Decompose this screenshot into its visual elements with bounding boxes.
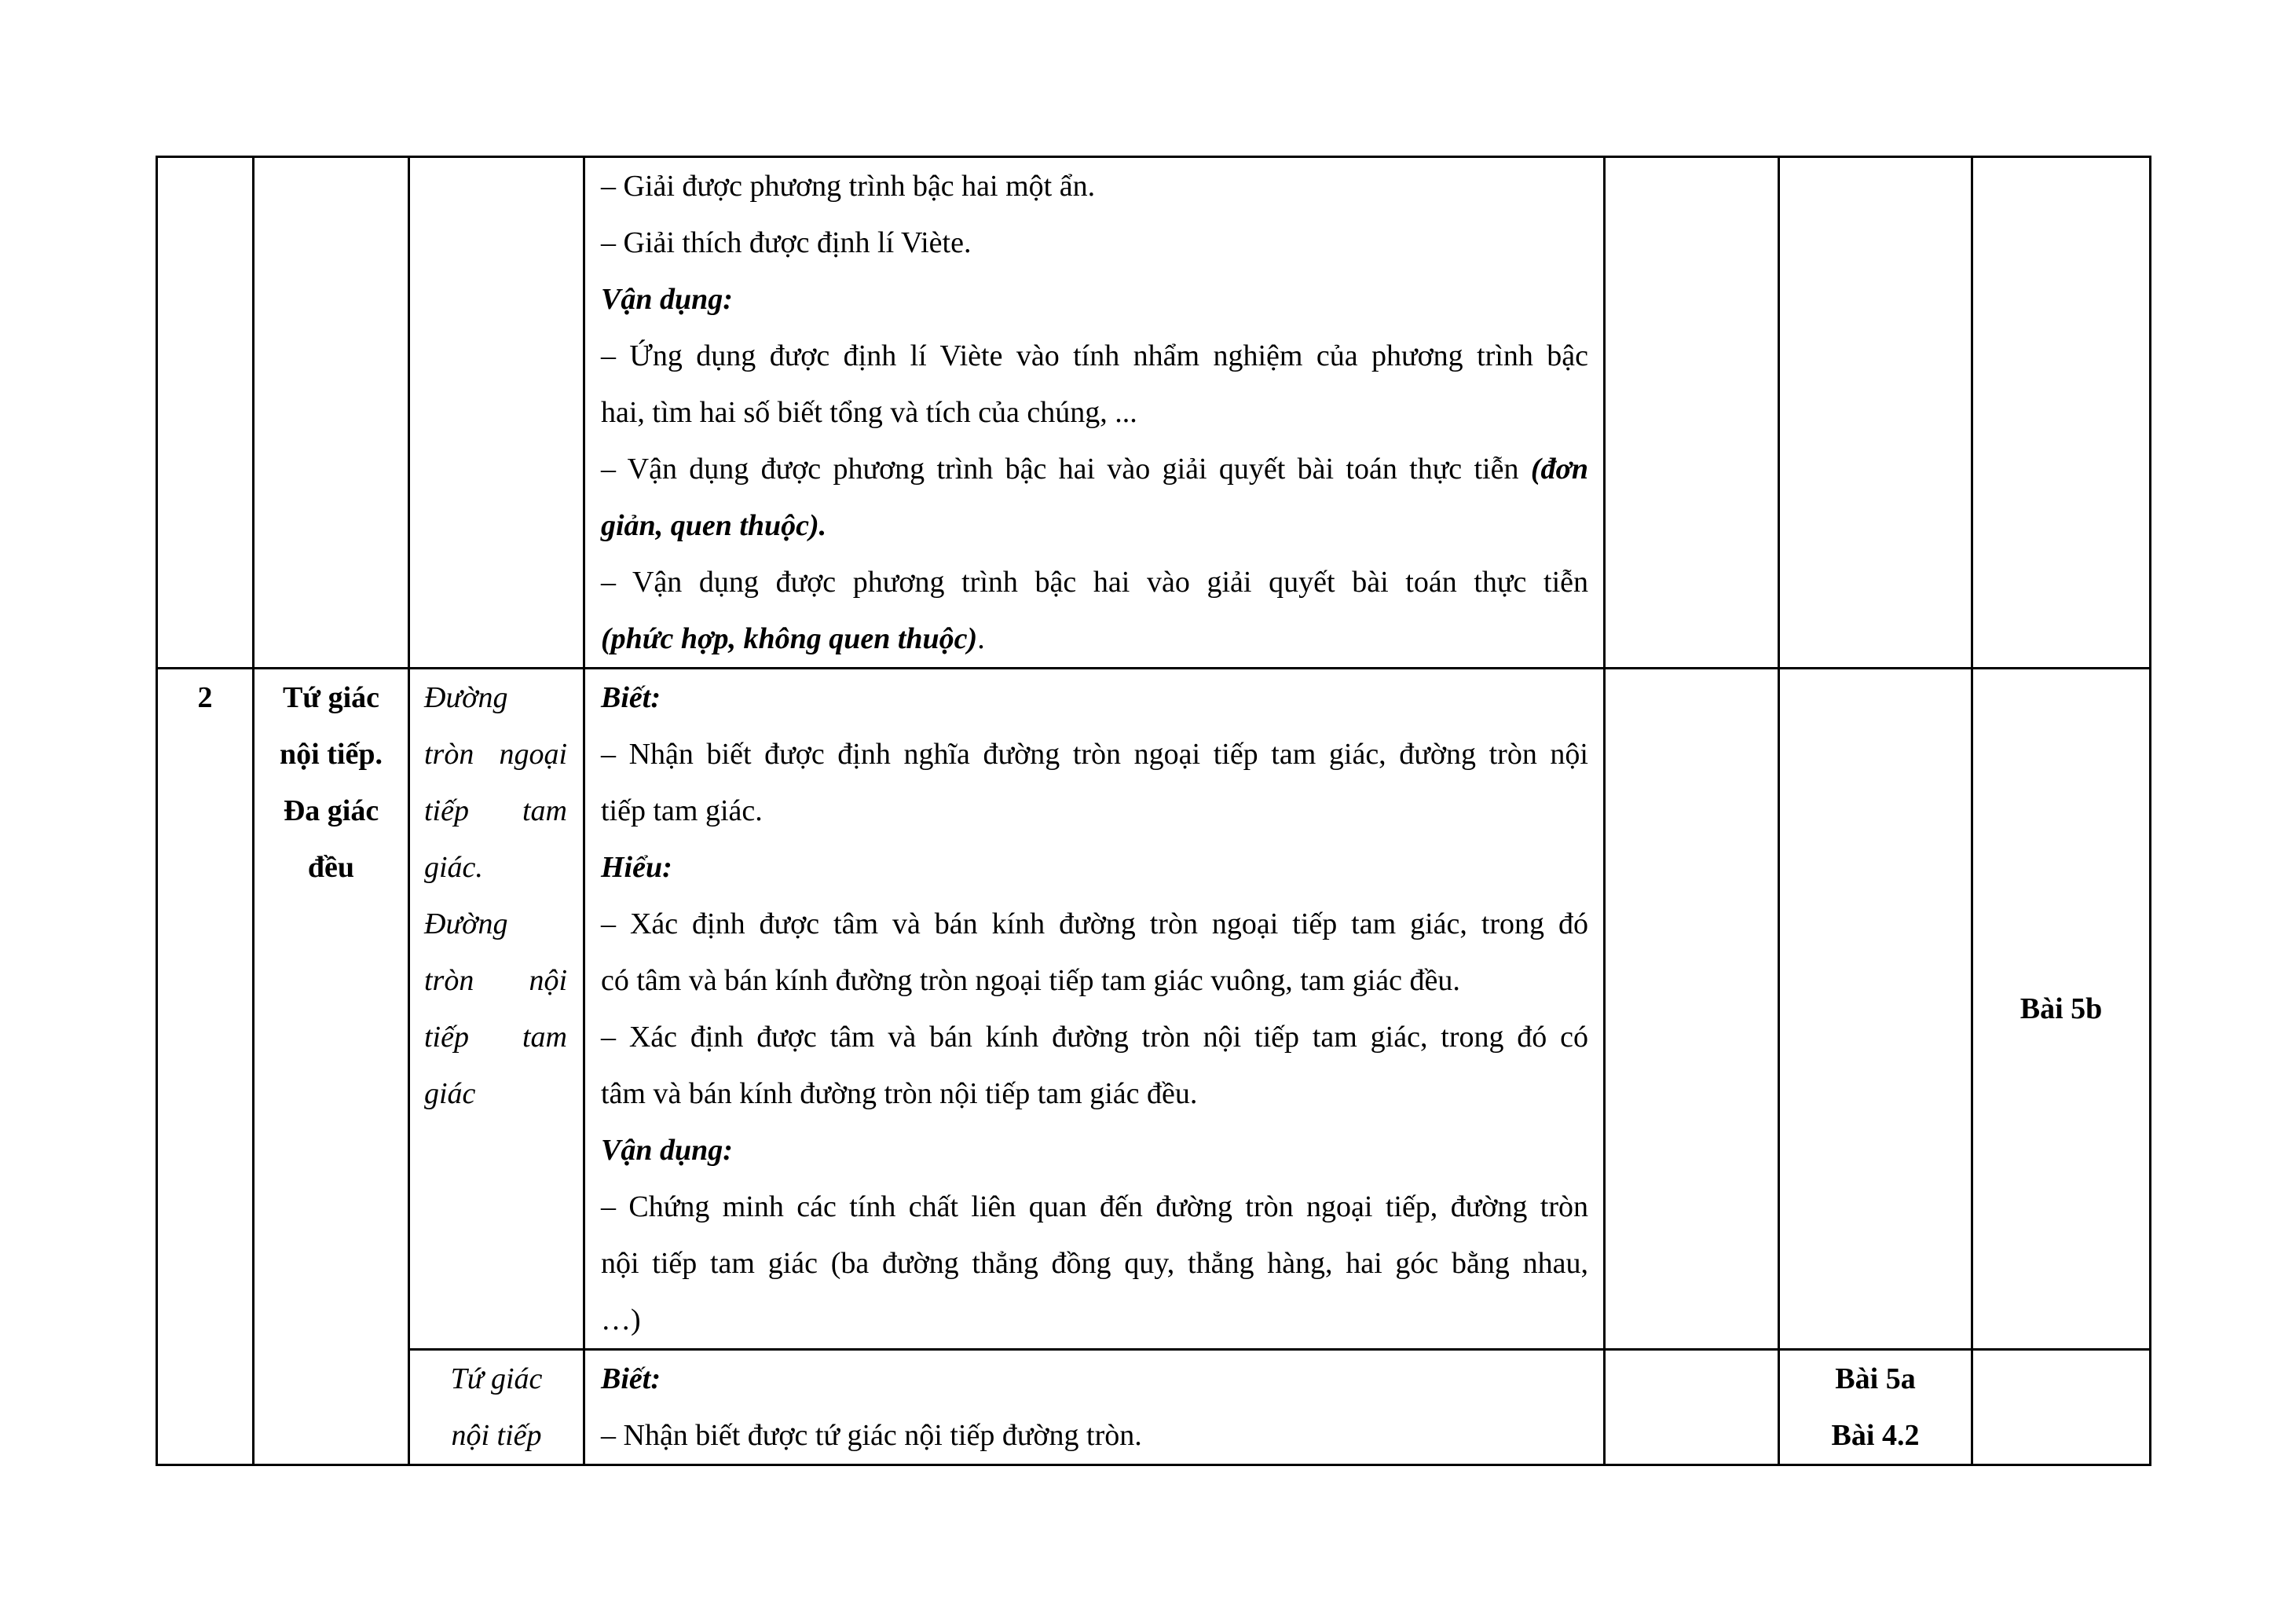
level-cell <box>1972 669 2151 1350</box>
level-heading: Hiểu: <box>601 851 672 884</box>
number-cell: 2 <box>157 669 254 1465</box>
question-ref: Bài 4.2 <box>1831 1419 1920 1452</box>
emphasis-text: (đơn <box>1530 453 1588 486</box>
level-cell <box>1972 1350 2151 1465</box>
lesson-cell <box>409 157 584 669</box>
content-line: (phức hợp, không quen thuộc). <box>601 622 985 655</box>
content-line: – Nhận biết được tứ giác nội tiếp đường tròn. <box>601 1419 1142 1452</box>
topic-cell: Tứ giác nội tiếp. Đa giác đều <box>254 669 409 1465</box>
content-line: có tâm và bán kính đường tròn ngoại tiếp tam giác vuông, tam giác đều. <box>601 964 1460 997</box>
content-line: tâm và bán kính đường tròn nội tiếp tam giác đều. <box>601 1077 1198 1110</box>
content-line: – Vận dụng được phương trình bậc hai vào giải quyết bài toán thực tiễn <box>601 566 1588 599</box>
level-cell <box>1779 1350 1972 1465</box>
content-cell <box>584 157 1605 669</box>
content-line: – Xác định được tâm và bán kính đường tròn nội tiếp tam giác, trong đó có <box>601 1021 1588 1054</box>
question-ref: Bài 5b <box>2020 992 2103 1025</box>
table-row <box>157 1350 2151 1465</box>
table-row <box>157 669 2151 1350</box>
level-cell <box>1605 157 1779 669</box>
lesson-cell: Đường tròn ngoại tiếp tam giác. Đường tròn nội tiếp tam giác <box>409 669 584 1350</box>
level-heading: Biết: <box>601 1362 661 1395</box>
content-line: – Xác định được tâm và bán kính đường tròn ngoại tiếp tam giác, trong đó <box>601 907 1588 940</box>
content-line: hai, tìm hai số biết tổng và tích của chúng, ... <box>601 396 1137 429</box>
emphasis-text: (phức hợp, không quen thuộc) <box>601 622 978 655</box>
content-line: – Giải được phương trình bậc hai một ẩn. <box>601 170 1096 203</box>
content-line: giản, quen thuộc). <box>601 509 827 542</box>
assessment-matrix-table <box>156 156 2151 1466</box>
level-cell <box>1779 157 1972 669</box>
level-heading: Biết: <box>601 681 661 714</box>
level-heading: Vận dụng: <box>601 283 733 316</box>
table-row <box>157 157 2151 669</box>
question-ref: Bài 5a <box>1835 1362 1916 1395</box>
content-line: tiếp tam giác. <box>601 794 763 827</box>
content-line: – Ứng dụng được định lí Viète vào tính nhẩm nghiệm của phương trình bậc <box>601 339 1588 372</box>
content-line: – Giải thích được định lí Viète. <box>601 226 972 259</box>
level-cell <box>1605 669 1779 1350</box>
lesson-cell: Tứ giác nội tiếp <box>409 1350 584 1465</box>
number-cell <box>157 157 254 669</box>
topic-cell <box>254 157 409 669</box>
content-line: nội tiếp tam giác (ba đường thẳng đồng quy, thẳng hàng, hai góc bằng nhau, <box>601 1247 1588 1280</box>
content-line: …) <box>601 1303 641 1336</box>
content-line: – Vận dụng được phương trình bậc hai vào giải quyết bài toán thực tiễn (đơn <box>601 453 1588 486</box>
level-cell <box>1779 669 1972 1350</box>
level-cell <box>1972 157 2151 669</box>
content-cell <box>584 669 1605 1350</box>
content-line: – Chứng minh các tính chất liên quan đến đường tròn ngoại tiếp, đường tròn <box>601 1190 1588 1223</box>
level-heading: Vận dụng: <box>601 1134 733 1167</box>
content-cell <box>584 1350 1605 1465</box>
content-line: – Nhận biết được định nghĩa đường tròn ngoại tiếp tam giác, đường tròn nội <box>601 738 1588 771</box>
level-cell <box>1605 1350 1779 1465</box>
